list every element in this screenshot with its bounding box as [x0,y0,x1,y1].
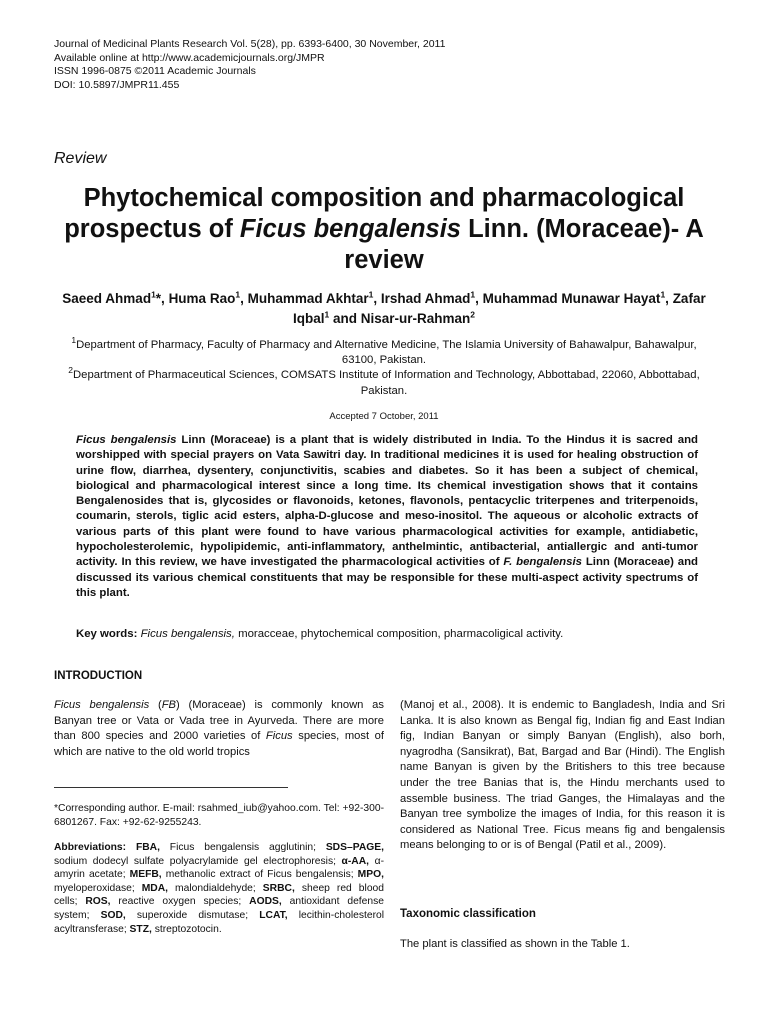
abbr-definition: sheep red blood cells; [54,882,384,908]
abbr-term: MDA, [141,882,169,894]
author-affil-mark: 1 [368,289,374,300]
title-part-2: Linn. (Moraceae)- A review [344,215,704,274]
affiliation-mark: 2 [68,365,73,376]
abstract-species-short: F. bengalensis [503,556,582,569]
author: Muhammad Munawar Hayat [482,291,661,306]
author-affil-mark: 1 [470,289,476,300]
abbr-definition: reactive oxygen species; [110,896,250,908]
abbr-definition: lecithin-cholesterol acyltransferase; [54,909,385,935]
footnote-divider [54,787,288,788]
author: Muhammad Akhtar [247,291,369,306]
author: Irshad Ahmad [380,291,471,306]
journal-header [54,38,445,92]
intro-paragraph-left [54,698,384,760]
corresponding-author-note: *Corresponding author. E-mail: rsahmed_iub@yahoo.com. Tel: +92-300-6801267. Fax: +92-62-9255243. [54,803,384,828]
keywords [76,627,716,642]
affiliation-text: Department of Pharmaceutical Sciences, COMSATS Institute of Information and Technology, Abbottabad, 22060, Abbottabad, Pakistan. [73,369,700,397]
abbr-term: AODS, [249,896,282,908]
affiliation-1 [60,335,708,368]
abstract-text-2: Linn (Moraceae) and discussed its various chemical constituents that may be responsible for these multi-aspect activity spectrums of this plant. [76,556,698,599]
abbr-definition: malondialdehyde; [168,882,263,894]
abbr-definition: streptozotocin. [151,923,222,935]
author: Zafar Iqbal [292,291,706,326]
affiliation-text: Department of Pharmacy, Faculty of Pharmacy and Alternative Medicine, The Islamia University of Bahawalpur, Bahawalpur, 63100, Pakistan. [76,339,697,367]
author-affil-mark: 2 [470,309,476,320]
abbr-definition: sodium dodecyl sulfate polyacrylamide gel electrophoresis; [54,855,342,867]
intro-genus: Ficus [265,730,293,743]
abbr-term: MPO, [357,869,384,881]
taxonomic-classification-text: The plant is classified as shown in the Table 1. [400,938,630,950]
issn-line: ISSN 1996-0875 ©2011 Academic Journals [54,65,256,77]
author-separator: , [240,291,248,306]
affiliation-mark: 1 [71,335,77,346]
abbr-term: ROS, [85,896,111,908]
keywords-list: moracceae, phytochemical composition, pharmacoligical activity. [234,628,564,640]
author-affil-mark: 1 [660,289,666,300]
author-affil-mark: 1 [324,309,330,320]
accepted-date: Accepted 7 October, 2011 [329,411,439,422]
keywords-label: Key words: [76,628,138,640]
abstract [76,433,698,601]
keywords-species: Ficus bengalensis, [140,628,235,640]
author-separator: *, [155,291,169,306]
abbr-definition: superoxide dismutase; [125,909,260,921]
abbr-definition: α-amyrin acetate; [54,855,384,881]
online-availability: Available online at http://www.academicjournals.org/JMPR [54,51,325,64]
intro-text: ( [149,699,162,711]
section-heading-introduction: INTRODUCTION [54,670,143,682]
author-separator: and [329,311,361,326]
intro-paragraph-right: (Manoj et al., 2008). It is endemic to Bangladesh, India and Sri Lanka. It is also known as Bengal fig, Indian fig and East Indian fig, Indian Banyan or simply Banyan (English), also borh, nyagrodha (Sansikrat), Bat, Bargad and Bar (Hindi). The English name Banyan is given by the Britishers to this tree because under the tree Banias that is, the Hindu merchants used to assemble business. The triad Ganges, the Himalayas and the Banyan tree symbolize the images of India, for this reason it is considered as National Tree. Ficus means fig and bengalensis means belonging to or is of Bengal (Patil et al., 2009). [400,699,725,852]
intro-species: Ficus bengalensis [54,699,150,711]
title-part-1: Phytochemical composition and pharmacological prospectus of [64,184,685,243]
author: Saeed Ahmad [62,291,152,306]
affiliations [60,335,708,399]
author-affil-mark: 1 [235,289,241,300]
author: Huma Rao [168,291,236,306]
author-separator: , [373,291,381,306]
abbr-definition: antioxidant defense system; [54,896,384,921]
author-separator: , [475,291,483,306]
author-list [50,289,718,329]
abbr-definition: methanolic extract of Ficus bengalensis; [161,869,358,881]
abbr-term: SOD, [100,909,126,921]
abbr-term: α-AA, [341,855,370,867]
abbr-term: SRBC, [262,882,295,894]
abbr-term: MEFB, [129,869,162,881]
abbr-term: FBA, [135,842,160,853]
paper-title [40,183,728,276]
author-affil-mark: 1 [151,289,156,300]
intro-text: ) (Moraceae) is commonly known as Banyan tree or Vata or Vada tree in Ayurveda. There are more than 800 species and 2000 varieties of [54,699,384,743]
abbreviations-note [54,841,384,936]
article-type: Review [54,150,107,167]
taxonomic-classification-heading: Taxonomic classification [400,908,536,920]
abbr-term: SDS–PAGE, [325,842,384,853]
affiliation-2 [60,365,708,398]
abbr-term: LCAT, [259,909,288,921]
abbr-definition: myeloperoxidase; [54,882,142,894]
abstract-text-1: Linn (Moraceae) is a plant that is widely distributed in India. To the Hindus it is sacred and worshipped with special prayers on Vata Sawitri day. In traditional medicines it is used for healing obstruction of urine flow, diarrhea, dysentery, conjunctivitis, scabies and diabetes. So it has been a subject of chemical, biological and pharmacological interest since a long time. Its chemical investigation shows that it contains Bengalenosides that is, glycosides or flavonoids, ketones, flavonols, pentacyclic triterpenes and triterpenoids, coumarin, sterols, tiglic acid esters, alpha-D-glucose and meso-inositol. The aqueous or alcoholic extracts of various parts of this plant were found to have various pharmacological activities for example, antidiabetic, hypocholesterolemic, hypolipidemic, anti-inflammatory, anthelmintic, antibacterial, antiallergic and anti-tumor activity. In this review, we have investigated the pharmacological activities of [76,434,698,569]
intro-text: species, most of which are native to the old world tropics [54,730,384,758]
author-separator: , [665,291,673,306]
intro-abbr: FB [161,699,177,711]
abbr-definition: Ficus bengalensis agglutinin; [159,842,326,853]
abstract-species: Ficus bengalensis [76,434,177,446]
author: Nisar-ur-Rahman [360,311,471,326]
doi-line: DOI: 10.5897/JMPR11.455 [54,78,180,91]
title-species: Ficus bengalensis [239,215,461,243]
abbreviations-label: Abbreviations: [54,842,127,853]
abbr-term: STZ, [129,923,152,935]
journal-citation: Journal of Medicinal Plants Research Vol. 5(28), pp. 6393-6400, 30 November, 2011 [54,38,446,50]
